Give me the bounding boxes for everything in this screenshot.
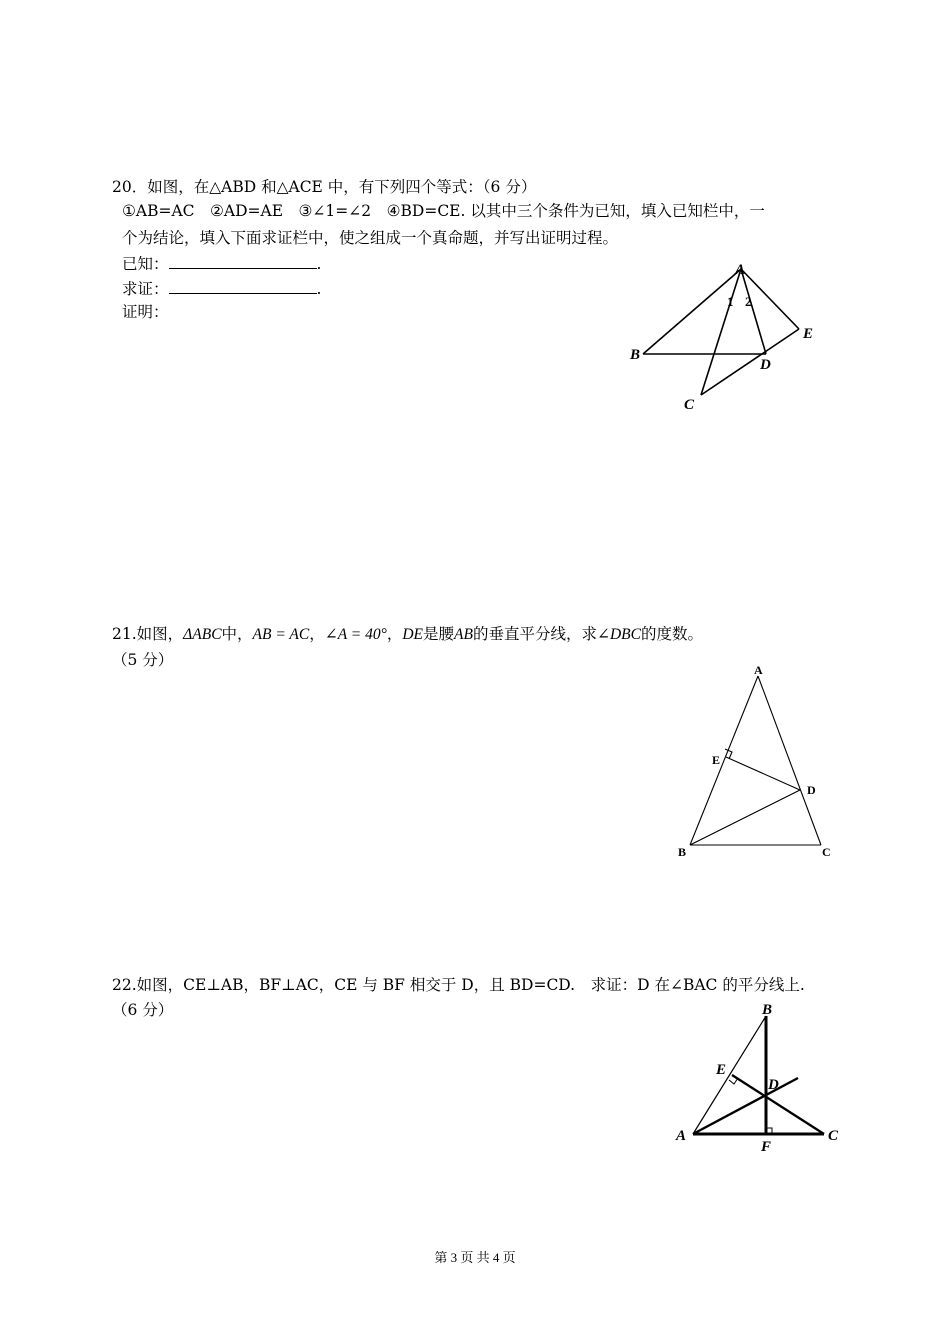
seg-ac — [701, 269, 741, 395]
label-f: F — [761, 1139, 772, 1155]
q21-equation-2: ∠A = 40° — [324, 626, 387, 643]
label-d: D — [768, 1077, 779, 1093]
label-b: B — [630, 347, 641, 363]
label-b: B — [678, 845, 687, 859]
seg-ab — [643, 269, 741, 354]
q21-figure — [670, 660, 840, 870]
label-e: E — [803, 326, 814, 342]
page-footer: 第 3 页 共 4 页 — [434, 1250, 516, 1265]
label-c: C — [822, 845, 831, 859]
prove-period: . — [316, 280, 322, 298]
q21-score: （5 分） — [112, 651, 174, 669]
q22-score: （6 分） — [112, 1001, 174, 1019]
q20-known-row — [122, 254, 321, 274]
q21-text-4: 是腰 — [423, 625, 455, 643]
label-d: D — [807, 783, 816, 797]
q21-heading — [112, 624, 703, 645]
label-angle-1: 1 — [727, 294, 734, 309]
q21-text-3: ， — [386, 625, 403, 643]
q20-heading: 20．如图，在△ABD 和△ACE 中，有下列四个等式：（6 分） — [112, 178, 537, 196]
q21-text-6: 的度数。 — [640, 625, 703, 643]
q20-line2: 个为结论，填入下面求证栏中，使之组成一个真命题，并写出证明过程。 — [122, 229, 619, 247]
label-a: A — [676, 1128, 687, 1144]
seg-ce — [701, 329, 799, 395]
q21-text-2: ， — [309, 625, 325, 643]
known-blank[interactable] — [169, 254, 317, 269]
seg-ab — [690, 676, 758, 845]
q20-prove-row — [122, 279, 321, 299]
prove-label: 求证： — [122, 280, 169, 298]
q21-text-5: 的垂直平分线，求 — [472, 625, 597, 643]
prove-blank[interactable] — [169, 279, 317, 294]
q21-de: DE — [402, 626, 424, 643]
label-b: B — [762, 1002, 773, 1018]
q21-dbc: ∠DBC — [596, 626, 641, 643]
label-e: E — [712, 753, 721, 767]
label-c: C — [828, 1128, 839, 1144]
known-period: . — [316, 255, 322, 273]
seg-bd — [690, 790, 800, 845]
q21-prefix: 21.如图， — [112, 625, 184, 643]
q20-figure — [620, 255, 830, 415]
label-c: C — [684, 397, 695, 413]
q21-triangle: ΔABC — [183, 626, 222, 643]
label-angle-2: 2 — [745, 294, 752, 309]
seg-ab — [693, 1016, 766, 1134]
q20-proof-label: 证明： — [122, 303, 169, 321]
label-a: A — [735, 262, 746, 278]
q22-heading: 22.如图，CE⊥AB，BF⊥AC，CE 与 BF 相交于 D，且 BD=CD. 求证：D 在∠BAC 的平分线上. — [112, 976, 805, 994]
q22-figure — [672, 998, 852, 1158]
seg-ac — [758, 676, 821, 845]
q20-conditions: ①AB=AC ②AD=AE ③∠1=∠2 ④BD=CE. 以其中三个条件为已知，填入已知栏中，一 — [122, 202, 765, 220]
known-label: 已知： — [122, 255, 169, 273]
seg-ed — [726, 757, 800, 790]
q21-ab: AB — [454, 626, 473, 643]
q21-equation-1: AB = AC — [252, 626, 310, 643]
label-e: E — [716, 1062, 727, 1078]
label-d: D — [760, 357, 771, 373]
q21-text-1: 中， — [221, 625, 253, 643]
label-a: A — [754, 663, 763, 677]
